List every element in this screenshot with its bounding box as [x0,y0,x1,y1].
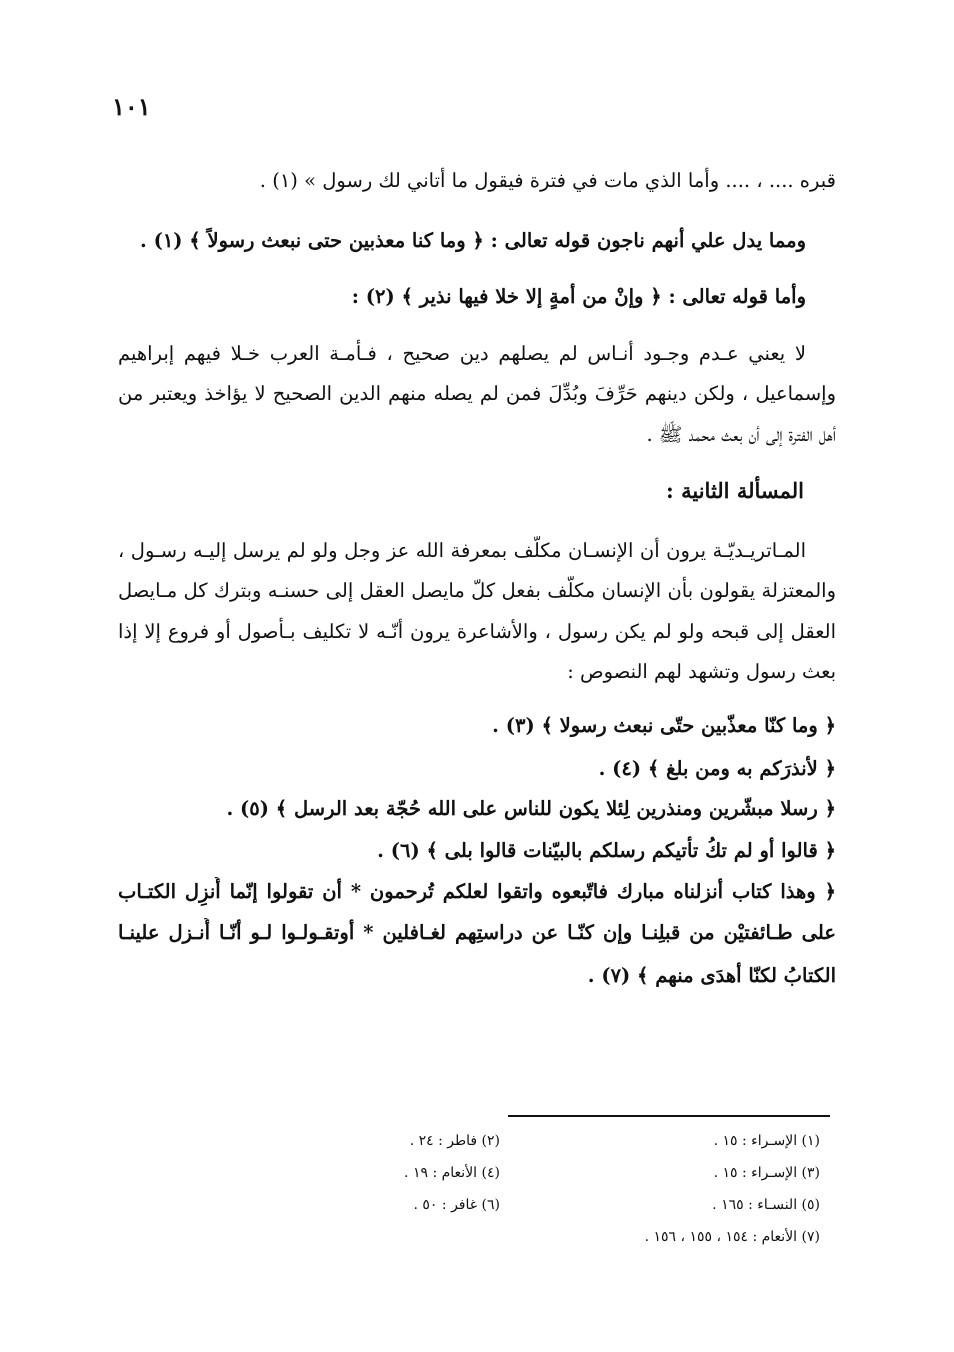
verse-5-line-3: الكتابُ لكنّا أهدَى منهم ﴾ (٧) . [587,964,836,987]
page-number: ١٠١ [112,92,151,121]
paragraph-4-line-3: أهل الفترة إلى أن بعث محمد ﷺ . [646,423,836,446]
footnote-3: (٣) الإسـراء : ١٥ . [713,1165,820,1181]
paragraph-3-line-1: وأما قوله تعالى : ﴿ وإنْ من أمةٍ إلا خلا فيها نذير ﴾ (٢) : [351,285,806,308]
verse-3: ﴿ رسلا مبشّرين ومنذرين لِئلا يكون للناس على الله حُجّة بعد الرسل ﴾ (٥) . [226,797,836,820]
verse-5-line-1: ﴿ وهذا كتاب أنزلناه مبارك فاتّبعوه واتقوا لعلكم تُرحمون * أن تقولوا إنّما أُنزِل الكتـاب [118,880,836,903]
paragraph-4-line-1: لا يعني عـدم وجـود أنـاس لم يصلهم دين صحيح ، فـأمـة العرب خـلا فيهم إبراهيم [118,342,806,365]
footnote-divider [508,1115,830,1117]
footnote-4: (٤) الأنعام : ١٩ . [404,1165,500,1181]
section-heading: المسألة الثانية : [666,478,804,503]
verse-1: ﴿ وما كنّا معذّبين حتّى نبعث رسولا ﴾ (٣) . [492,714,836,737]
paragraph-5-line-1: المـاتريـديّـة يرون أن الإنسـان مكلّف بمعرفة الله عز وجل ولو لم يرسل إليـه رسـول ، [118,539,806,562]
footnote-5: (٥) النسـاء : ١٦٥ . [712,1197,820,1213]
verse-4: ﴿ قالوا أو لم تكُ تأتيكم رسلكم بالبيّنات قالوا بلى ﴾ (٦) . [377,839,836,862]
footnote-7: (٧) الأنعام : ١٥٤ ، ١٥٥ ، ١٥٦ . [644,1229,820,1245]
footnote-2: (٢) فاطر : ٢٤ . [409,1133,500,1149]
paragraph-1-line-1: قبره .... ، .... وأما الذي مات في فترة فيقول ما أتاني لك رسول » (١) . [259,169,836,192]
footnote-1: (١) الإسـراء : ١٥ . [713,1133,820,1149]
paragraph-4-line-2: وإسماعيل ، ولكن دينهم حَرِّفَ وبُدِّلَ فمن لم يصله منهم الدين الصحيح لا يؤاخذ ويعتبر من [118,382,836,405]
verse-2: ﴿ لأنذرَكم به ومن بلغ ﴾ (٤) . [598,757,836,780]
footnote-6: (٦) غافر : ٥٠ . [413,1197,500,1213]
paragraph-5-line-2: والمعتزلة يقولون بأن الإنسان مكلّف بفعل كلّ مايصل العقل إلى حسنـه وبترك كل مـايصل [118,579,836,602]
paragraph-2-line-1: ومما يدل علي أنهم ناجون قوله تعالى : ﴿ وما كنا معذبين حتى نبعث رسولاً ﴾ (١) . [140,229,806,252]
paragraph-5-line-4: بعث رسول وتشهد لهم النصوص : [567,660,836,683]
verse-5-line-2: على طـائفتيْن من قبلِنـا وإن كنّـا عن دراستِهم لغـافلين * أوتقـولـوا لـو أنّـا أُنـزل علينـا [118,921,836,944]
paragraph-5-line-3: العقل إلى قبحه ولو لم يكن رسول ، والأشاعرة يرون أنّـه لا تكليف بـأصول أو فروع إلا إذا [118,620,836,643]
